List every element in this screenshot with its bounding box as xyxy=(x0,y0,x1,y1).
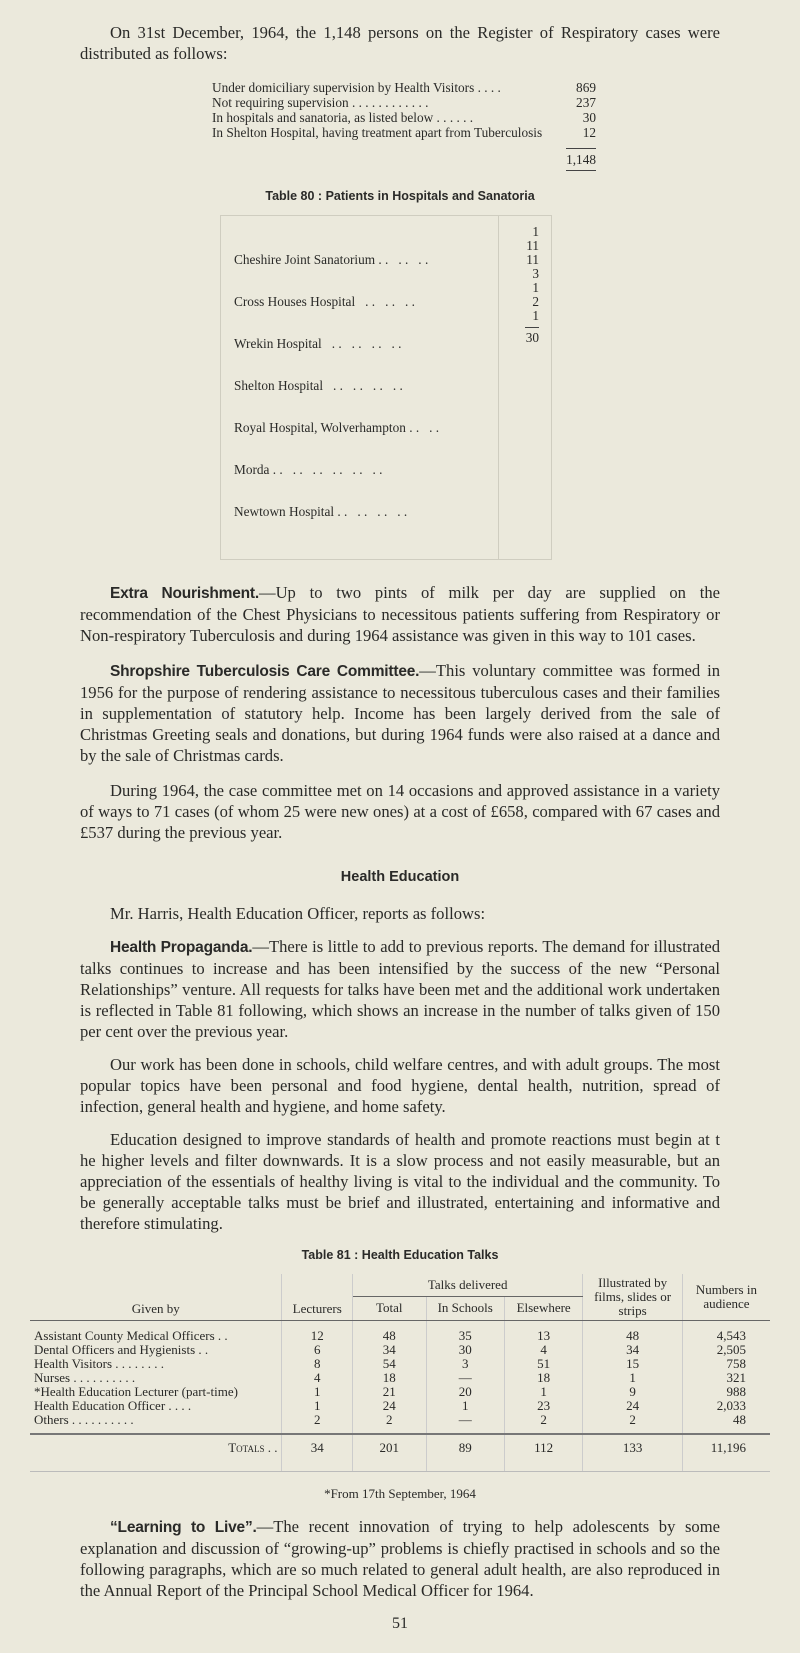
cell-value: 13 xyxy=(504,1320,582,1343)
list-total xyxy=(212,148,596,171)
paragraph-text: —This voluntary committee was formed in 1956 for the purpose of rendering assistance to necessitous tuberculous cases and their families in supplementation of statutory help. Income has been largely derived from the sale of Christmas Greeting seals and donations, but during 1964 funds were also raised at a dance and by the sale of Christmas cards. xyxy=(80,661,720,765)
cell-value: 34 xyxy=(352,1343,426,1357)
header-in-schools: In Schools xyxy=(426,1296,504,1320)
harris-paragraph: Mr. Harris, Health Education Officer, reports as follows: xyxy=(110,904,486,923)
table80 xyxy=(220,215,552,560)
item-label: Not requiring supervision . . . . . . . . . . . . xyxy=(212,95,429,110)
list-item xyxy=(212,95,596,110)
table-row xyxy=(30,1413,770,1434)
paragraph-heading: Health Propaganda. xyxy=(110,939,253,956)
cell-value: 24 xyxy=(583,1399,683,1413)
row-label: *Health Education Lecturer (part-time) xyxy=(30,1385,282,1399)
table-row xyxy=(30,1399,770,1413)
page-number: 51 xyxy=(392,1614,408,1632)
header-audience: Numbers in audience xyxy=(682,1274,770,1320)
paragraph-heading: Shropshire Tuberculosis Care Committee. xyxy=(110,663,420,680)
cell-value: 2,505 xyxy=(716,1341,746,1357)
cell-value: 34 xyxy=(583,1343,683,1357)
table-row xyxy=(30,1357,770,1371)
header-total: Total xyxy=(352,1296,426,1320)
patient-count: 2 xyxy=(532,294,539,309)
row-label: Nurses . . . . . . . . . . xyxy=(30,1371,282,1385)
cell-value: 89 xyxy=(426,1434,504,1472)
cell-value: 2,033 xyxy=(716,1397,746,1413)
paragraph-heading: Extra Nourishment. xyxy=(110,585,259,602)
table-row xyxy=(30,1320,770,1343)
header-illustrated: Illustrated by films, slides or strips xyxy=(583,1274,683,1320)
table-row xyxy=(30,1385,770,1399)
table80-title: Table 80 : Patients in Hospitals and Sanatoria xyxy=(265,189,535,203)
cell-value: 321 xyxy=(726,1369,746,1385)
cell-value: 112 xyxy=(504,1434,582,1472)
cell-value: 20 xyxy=(426,1385,504,1399)
patient-count: 11 xyxy=(526,252,539,267)
table80-total: 30 xyxy=(525,327,539,345)
item-label: Under domiciliary supervision by Health Visitors . . . . xyxy=(212,80,501,95)
intro-text: On 31st December, 1964, the 1,148 persons on the Register of Respiratory cases were distributed as follows: xyxy=(80,23,720,63)
propaganda-paragraph xyxy=(80,936,720,1042)
item-value: 12 xyxy=(582,125,596,140)
item-value: 30 xyxy=(582,110,596,125)
patient-count: 1 xyxy=(532,280,539,295)
list-item xyxy=(212,110,596,125)
cell-value: 4,543 xyxy=(716,1327,746,1343)
cell-value: 48 xyxy=(352,1320,426,1343)
cell-value: 6 xyxy=(282,1343,353,1357)
cell-value: 18 xyxy=(352,1371,426,1385)
intro-paragraph xyxy=(80,22,720,64)
item-label: In Shelton Hospital, having treatment apart from Tuberculosis xyxy=(212,125,543,140)
cell-value: 48 xyxy=(733,1411,746,1427)
table81 xyxy=(30,1274,770,1472)
hospital-name: Newtown Hospital . . . . . . . . xyxy=(234,504,408,519)
cell-value: 48 xyxy=(583,1320,683,1343)
header-lecturers: Lecturers xyxy=(282,1274,353,1320)
header-elsewhere: Elsewhere xyxy=(504,1296,582,1320)
body-section-2 xyxy=(80,903,720,1234)
cell-value: 2 xyxy=(282,1413,353,1434)
hospital-name: Cheshire Joint Sanatorium . . . . . . xyxy=(234,252,429,267)
table-row xyxy=(30,1371,770,1385)
item-label: In hospitals and sanatoria, as listed below . . . . . . xyxy=(212,110,474,125)
cell-value: 4 xyxy=(282,1371,353,1385)
cell-value: 23 xyxy=(504,1399,582,1413)
cell-value: 1 xyxy=(282,1399,353,1413)
row-label: Assistant County Medical Officers . . xyxy=(30,1320,282,1343)
cell-value: 1 xyxy=(282,1385,353,1399)
patient-count: 1 xyxy=(532,224,539,239)
totals-row xyxy=(30,1434,770,1472)
paragraph-text: —Up to two pints of milk per day are supplied on the recommendation of the Chest Physicians to necessitous patients suffering from Respiratory or Non-respiratory Tuberculosis and during 1964 assistance was given in this way to 101 cases. xyxy=(80,583,720,645)
cell-value: 21 xyxy=(352,1385,426,1399)
body-section-3 xyxy=(80,1516,720,1601)
row-label: Health Visitors . . . . . . . . xyxy=(30,1357,282,1371)
hospital-name: Royal Hospital, Wolverhampton . . . . xyxy=(234,420,440,435)
table80-values xyxy=(498,216,551,559)
row-label: Dental Officers and Hygienists . . xyxy=(30,1343,282,1357)
paragraph-text: —The recent innovation of trying to help adolescents by some explanation and discussion of “growing-up” problems is chiefly practised in schools and so the following paragraphs, which are so much related to general adult health, are also reproduced in the Annual Report of the Principal School Medical Officer for 1964. xyxy=(80,1516,720,1600)
cell-value: 8 xyxy=(282,1357,353,1371)
total-value: 1,148 xyxy=(566,148,596,171)
cell-value: 2 xyxy=(352,1413,426,1434)
patient-count: 3 xyxy=(532,266,539,281)
cell-value: 18 xyxy=(504,1371,582,1385)
cell-value: 35 xyxy=(426,1320,504,1343)
header-talks-delivered: Talks delivered xyxy=(352,1274,582,1296)
item-value: 869 xyxy=(576,80,596,95)
hospital-name: Shelton Hospital . . . . . . . . xyxy=(234,378,403,393)
shropshire-paragraph xyxy=(80,660,720,766)
cell-value: 1 xyxy=(504,1385,582,1399)
cell-value: 2 xyxy=(504,1413,582,1434)
patient-count: 11 xyxy=(526,238,539,253)
hospital-name: Cross Houses Hospital . . . . . . xyxy=(234,294,415,309)
cell-value: 2 xyxy=(583,1413,683,1434)
cell-value: 1 xyxy=(426,1399,504,1413)
cell-value: 15 xyxy=(583,1357,683,1371)
cell-value: 4 xyxy=(504,1343,582,1357)
cell-value: 30 xyxy=(426,1343,504,1357)
work-paragraph: Our work has been done in schools, child welfare centres, and with adult groups. The most popular topics have been personal and food hygiene, dental health, nutrition, spread of infection, general health and hygiene, and home safety. xyxy=(80,1055,720,1116)
cell-value: 988 xyxy=(726,1383,746,1399)
paragraph-text: —There is little to add to previous reports. The demand for illustrated talks continues to increase and has been intensified by the success of the new “Personal Relationships” venture. All requests for talks have been met and the additional work undertaken is reflected in Table 81 following, which shows an increase in the number of talks given of 150 per cent over the previous year. xyxy=(80,937,720,1041)
row-label: Totals . . xyxy=(30,1434,282,1472)
hospital-name: Morda . . . . . . . . . . . . xyxy=(234,462,383,477)
cell-value: 133 xyxy=(583,1434,683,1472)
item-value: 237 xyxy=(576,95,596,110)
header-given-by: Given by xyxy=(30,1274,282,1320)
table80-names xyxy=(221,216,498,559)
table81-title: Table 81 : Health Education Talks xyxy=(301,1248,499,1262)
cell-value: — xyxy=(426,1413,504,1434)
row-label: Others . . . . . . . . . . xyxy=(30,1413,282,1434)
table81-footnote: *From 17th September, 1964 xyxy=(324,1485,476,1501)
body-section-1 xyxy=(80,582,720,843)
health-education-heading: Health Education xyxy=(340,869,460,885)
learning-to-live-paragraph xyxy=(80,1516,720,1601)
distribution-list xyxy=(212,80,596,171)
cell-value: 12 xyxy=(282,1320,353,1343)
list-item xyxy=(212,80,596,95)
cell-value: — xyxy=(426,1371,504,1385)
cell-value: 201 xyxy=(352,1434,426,1472)
education-paragraph: Education designed to improve standards of health and promote reactions must begin at t he higher levels and filter downwards. It is a slow process and not easily measurable, but an appreciation of the essentials of healthy living is vital to the individual and the community. To be generally acceptable talks must be brief and illustrated, entertaining and informative and therefore stimulating. xyxy=(80,1130,720,1233)
cell-value: 54 xyxy=(352,1357,426,1371)
cell-value: 3 xyxy=(426,1357,504,1371)
cell-value: 758 xyxy=(726,1355,746,1371)
list-item xyxy=(212,125,596,140)
table-row xyxy=(30,1343,770,1357)
cell-value: 24 xyxy=(352,1399,426,1413)
paragraph-heading: “Learning to Live”. xyxy=(110,1518,257,1536)
cell-value: 1 xyxy=(583,1371,683,1385)
cell-value: 34 xyxy=(282,1434,353,1472)
cell-value: 51 xyxy=(504,1357,582,1371)
cell-value: 11,196 xyxy=(682,1434,770,1472)
row-label: Health Education Officer . . . . xyxy=(30,1399,282,1413)
patient-count: 1 xyxy=(532,308,539,323)
hospital-name: Wrekin Hospital . . . . . . . . xyxy=(234,336,402,351)
case-committee-paragraph: During 1964, the case committee met on 14 occasions and approved assistance in a variety of ways to 71 cases (of whom 25 were new ones) at a cost of £658, compared with 67 cases and £537 during the previous year. xyxy=(80,781,720,842)
extra-nourishment-paragraph xyxy=(80,582,720,646)
cell-value: 9 xyxy=(583,1385,683,1399)
